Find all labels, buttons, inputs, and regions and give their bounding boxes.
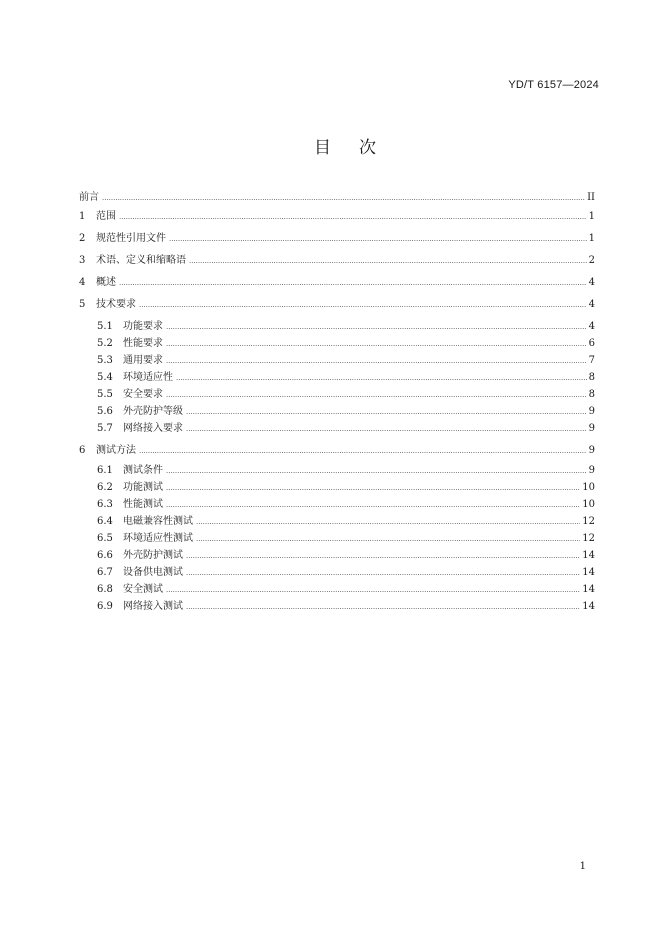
toc-leader-dots bbox=[139, 443, 587, 459]
toc-entry-number: 5.4 bbox=[97, 372, 113, 383]
toc-entry[interactable] bbox=[79, 190, 595, 206]
toc-entry-number: 6.7 bbox=[97, 567, 113, 578]
toc-entry-number: 2 bbox=[79, 233, 86, 244]
toc-entry[interactable] bbox=[79, 253, 595, 269]
toc-entry-page: 8 bbox=[588, 389, 595, 400]
toc-entry-number: 4 bbox=[79, 277, 86, 288]
toc-entry-page: 7 bbox=[588, 355, 595, 366]
toc-entry-number: 6 bbox=[79, 445, 86, 456]
toc-entry-number: 6.2 bbox=[97, 482, 113, 493]
toc-entry-number: 5.1 bbox=[97, 321, 113, 332]
toc-entry-page: 9 bbox=[588, 423, 595, 434]
toc-entry-title: 设备供电测试 bbox=[123, 567, 183, 578]
toc-entry-number: 5.5 bbox=[97, 389, 113, 400]
toc-entry-number: 5.6 bbox=[97, 406, 113, 417]
toc-leader-dots bbox=[186, 599, 580, 615]
toc-entry-title: 技术要求 bbox=[96, 299, 136, 310]
toc-leader-dots bbox=[186, 421, 587, 437]
toc-entry-page: 10 bbox=[582, 499, 595, 510]
toc-entry-page: 4 bbox=[588, 299, 595, 310]
toc-leader-dots bbox=[186, 548, 580, 564]
toc-leader-dots bbox=[196, 531, 580, 547]
toc-entry-number: 5.2 bbox=[97, 338, 113, 349]
toc-entry[interactable] bbox=[97, 497, 595, 513]
toc-entry-page: 14 bbox=[582, 601, 595, 612]
toc-entry[interactable] bbox=[79, 297, 595, 313]
toc-entry-page: 6 bbox=[588, 338, 595, 349]
toc-leader-dots bbox=[166, 463, 587, 479]
toc-entry-page: 12 bbox=[582, 516, 595, 527]
toc-leader-dots bbox=[139, 297, 587, 313]
toc-entry[interactable] bbox=[97, 565, 595, 581]
toc-entry-page: 9 bbox=[588, 406, 595, 417]
toc-entry-title: 网络接入要求 bbox=[123, 423, 183, 434]
toc-entry-title: 外壳防护测试 bbox=[123, 550, 183, 561]
toc-entry-title: 网络接入测试 bbox=[123, 601, 183, 612]
toc-leader-dots bbox=[102, 190, 585, 206]
toc-leader-dots bbox=[186, 404, 587, 420]
toc-entry-title: 规范性引用文件 bbox=[96, 233, 166, 244]
toc-entry-number: 5.3 bbox=[97, 355, 113, 366]
toc-entry-number: 6.4 bbox=[97, 516, 113, 527]
toc-entry-page: 9 bbox=[588, 445, 595, 456]
toc-entry-page: 9 bbox=[588, 465, 595, 476]
toc-entry[interactable] bbox=[97, 421, 595, 437]
toc-entry-title: 功能要求 bbox=[123, 321, 163, 332]
toc-entry-page: 1 bbox=[588, 233, 595, 244]
toc-entry-page: II bbox=[587, 192, 595, 203]
toc-entry-page: 2 bbox=[588, 255, 595, 266]
toc-leader-dots bbox=[166, 319, 587, 335]
toc-title: 目次 bbox=[314, 138, 404, 158]
toc-entry-page: 12 bbox=[582, 533, 595, 544]
toc-entry-title: 测试方法 bbox=[96, 445, 136, 456]
document-code: YD/T 6157—2024 bbox=[508, 79, 599, 91]
toc-entry[interactable] bbox=[79, 275, 595, 291]
toc-entry[interactable] bbox=[79, 231, 595, 247]
toc-entry-number: 6.8 bbox=[97, 584, 113, 595]
toc-entry[interactable] bbox=[97, 387, 595, 403]
toc-entry-number: 5 bbox=[79, 299, 86, 310]
toc-entry-number: 6.5 bbox=[97, 533, 113, 544]
toc-entry-page: 14 bbox=[582, 584, 595, 595]
toc-entry[interactable] bbox=[97, 480, 595, 496]
toc-leader-dots bbox=[166, 497, 580, 513]
toc-entry-number: 6.6 bbox=[97, 550, 113, 561]
toc-leader-dots bbox=[169, 231, 587, 247]
toc-entry-title: 术语、定义和缩略语 bbox=[96, 255, 186, 266]
toc-leader-dots bbox=[166, 582, 580, 598]
toc-entry-title: 电磁兼容性测试 bbox=[123, 516, 193, 527]
toc-leader-dots bbox=[166, 387, 587, 403]
toc-entry-title: 环境适应性测试 bbox=[123, 533, 193, 544]
toc-entry-number: 6.3 bbox=[97, 499, 113, 510]
toc-leader-dots bbox=[166, 336, 587, 352]
toc-entry-page: 4 bbox=[588, 277, 595, 288]
toc-entry[interactable] bbox=[97, 353, 595, 369]
toc-leader-dots bbox=[189, 253, 587, 269]
toc-entry-number: 6.9 bbox=[97, 601, 113, 612]
toc-entry-number: 6.1 bbox=[97, 465, 113, 476]
toc-leader-dots bbox=[119, 209, 587, 225]
toc-leader-dots bbox=[196, 514, 580, 530]
toc-entry-title: 安全测试 bbox=[123, 584, 163, 595]
toc-entry[interactable] bbox=[97, 548, 595, 564]
toc-entry-number: 1 bbox=[79, 211, 86, 222]
toc-leader-dots bbox=[166, 353, 587, 369]
toc-entry-title: 性能测试 bbox=[123, 499, 163, 510]
toc-entry-title: 环境适应性 bbox=[123, 372, 173, 383]
toc-entry[interactable] bbox=[97, 319, 595, 335]
toc-leader-dots bbox=[186, 565, 580, 581]
toc-entry[interactable] bbox=[97, 370, 595, 386]
toc-entry-page: 10 bbox=[582, 482, 595, 493]
toc-entry-title: 测试条件 bbox=[123, 465, 163, 476]
toc-leader-dots bbox=[176, 370, 587, 386]
toc-entry-title: 功能测试 bbox=[123, 482, 163, 493]
toc-leader-dots bbox=[166, 480, 580, 496]
toc-entry[interactable] bbox=[97, 404, 595, 420]
toc-entry-title: 性能要求 bbox=[123, 338, 163, 349]
toc-entry[interactable] bbox=[97, 463, 595, 479]
toc-entry-title: 前言 bbox=[79, 192, 99, 203]
toc-entry[interactable] bbox=[79, 443, 595, 459]
toc-entry[interactable] bbox=[79, 209, 595, 225]
toc-entry-page: 8 bbox=[588, 372, 595, 383]
toc-entry-page: 1 bbox=[588, 211, 595, 222]
toc-entry-page: 14 bbox=[582, 567, 595, 578]
toc-entry-number: 3 bbox=[79, 255, 86, 266]
toc-leader-dots bbox=[119, 275, 587, 291]
page-number: 1 bbox=[579, 861, 586, 872]
toc-entry[interactable] bbox=[97, 531, 595, 547]
toc-entry-title: 概述 bbox=[96, 277, 116, 288]
toc-entry-title: 外壳防护等级 bbox=[123, 406, 183, 417]
toc-entry-title: 范围 bbox=[96, 211, 116, 222]
toc-entry-title: 安全要求 bbox=[123, 389, 163, 400]
toc-entry[interactable] bbox=[97, 336, 595, 352]
toc-entry-page: 14 bbox=[582, 550, 595, 561]
toc-entry[interactable] bbox=[97, 514, 595, 530]
toc-entry-number: 5.7 bbox=[97, 423, 113, 434]
toc-entry[interactable] bbox=[97, 582, 595, 598]
toc-entry[interactable] bbox=[97, 599, 595, 615]
toc-entry-title: 通用要求 bbox=[123, 355, 163, 366]
toc-entry-page: 4 bbox=[588, 321, 595, 332]
